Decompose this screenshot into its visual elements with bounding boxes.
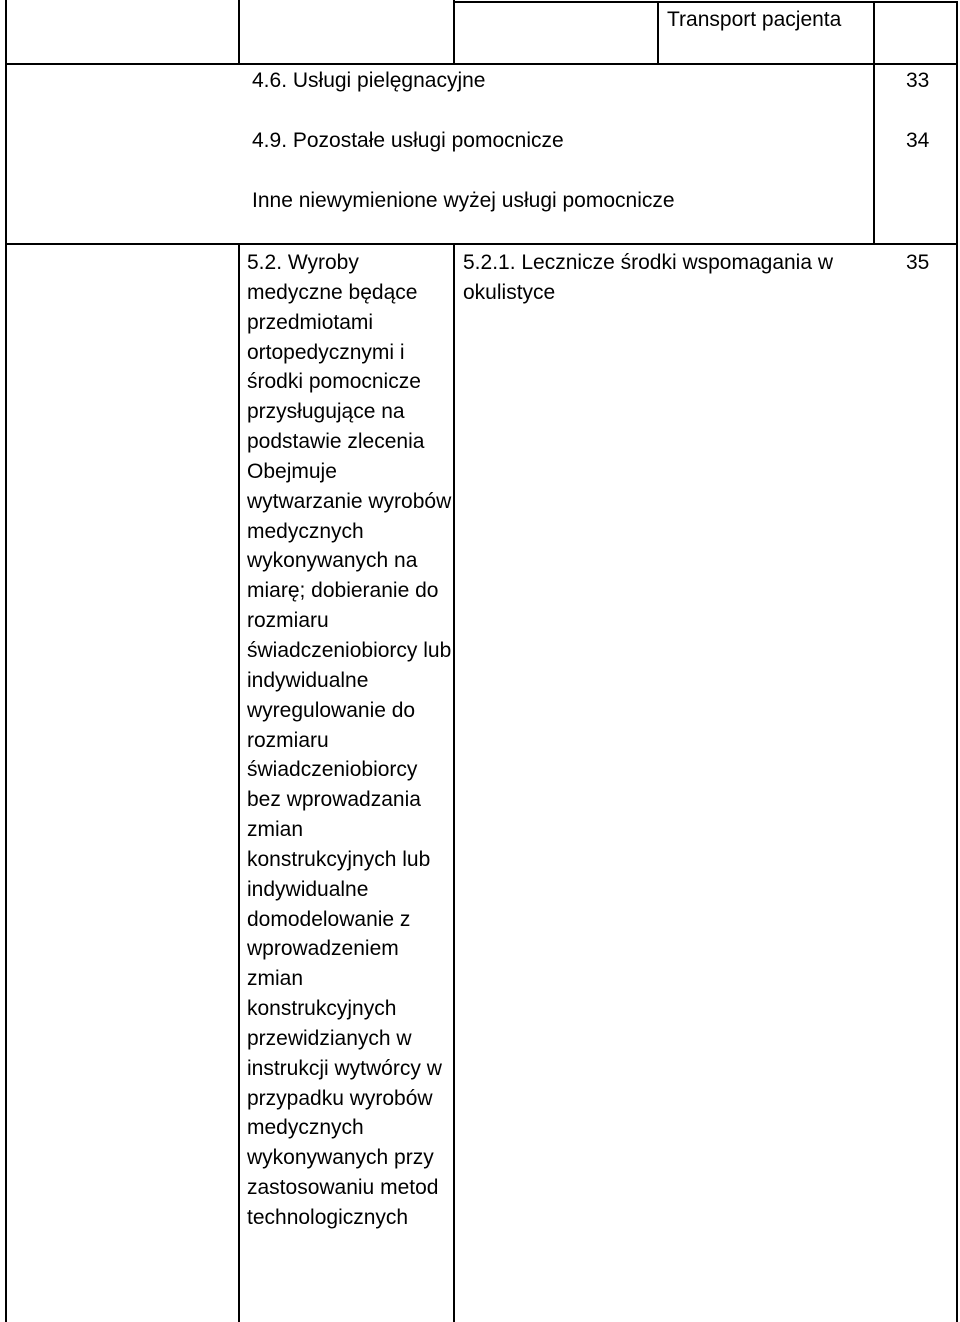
ophthalmic-aids-label: 5.2.1. Lecznicze środki wspomagania w okulistyce <box>463 251 834 304</box>
table-divider-vertical-6 <box>453 243 455 1322</box>
medical-products-number: 35 <box>906 251 930 274</box>
medical-products-description: 5.2. Wyroby medyczne będące przedmiotami ortopedycznymi i środki pomocnicze przysługujące na podstawie zlecenia Obejmuje wytwarzanie wyrobów medycznych wykonywanych na miarę; dobieranie do rozmiaru świadczeniobiorcy lub indywidualne wyregulowanie do rozmiaru świadczeniobiorcy bez wprowadzania zmian konstrukcyjnych lub indywidualne domodelowanie z wprowadzeniem zmian konstrukcyjnych przewidzianych w instrukcji wytwórcy w przypadku wyrobów medycznych wykonywanych przy zastosowaniu metod technologicznych <box>247 251 452 1229</box>
table-row-divider-1 <box>5 63 958 65</box>
table-divider-vertical-3 <box>657 1 659 65</box>
transport-label: Transport pacjenta <box>667 8 842 31</box>
unlisted-aux-services-label: Inne niewymienione wyżej usługi pomocnicze <box>252 189 675 212</box>
other-aux-services-label: 4.9. Pozostałe usługi pomocnicze <box>252 129 564 152</box>
other-aux-services-number: 34 <box>906 129 930 152</box>
table-divider-vertical-1 <box>238 0 240 65</box>
table-right-border <box>956 1 958 1322</box>
table-left-border <box>5 0 7 1322</box>
table-top-right-border <box>453 1 958 3</box>
table-divider-vertical-2 <box>453 0 455 65</box>
nursing-services-number: 33 <box>906 69 930 92</box>
table-divider-vertical-4 <box>873 1 875 245</box>
table-divider-vertical-5 <box>238 243 240 1322</box>
table-row-divider-2 <box>5 243 958 245</box>
nursing-services-label: 4.6. Usługi pielęgnacyjne <box>252 69 486 92</box>
